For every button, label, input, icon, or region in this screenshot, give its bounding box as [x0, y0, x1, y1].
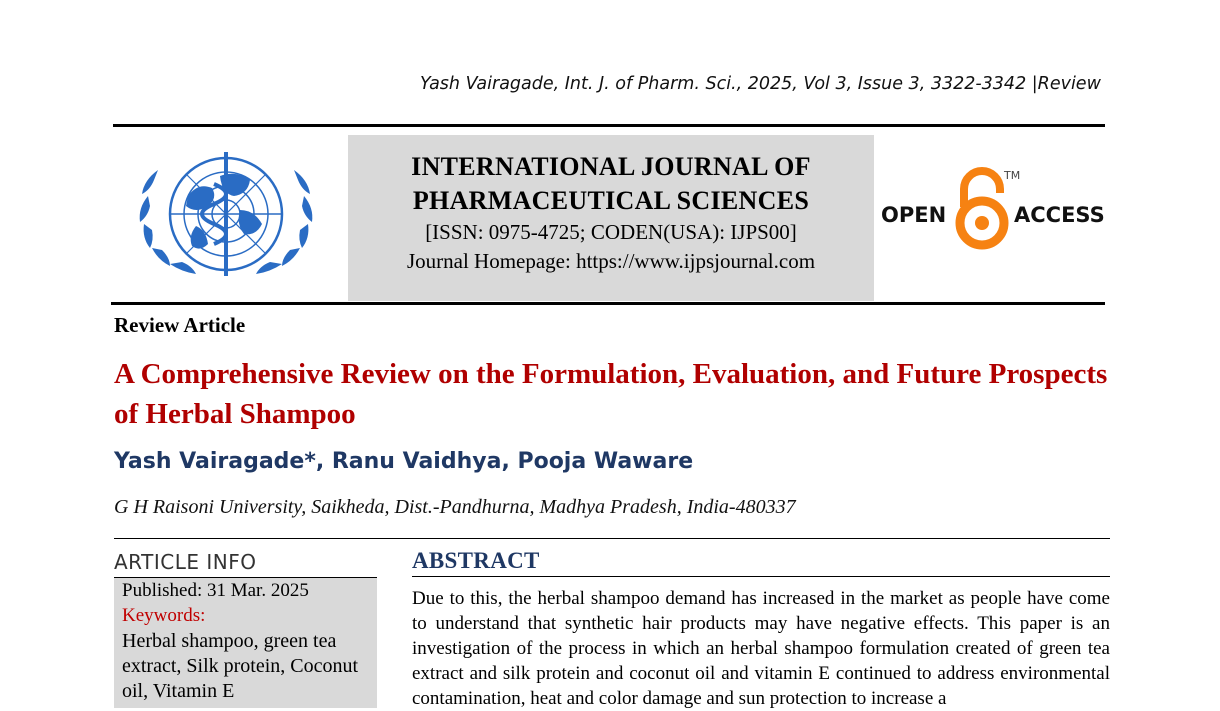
open-access-left-text: OPEN — [881, 203, 947, 227]
abstract-heading: ABSTRACT — [412, 548, 540, 573]
journal-title-line1: INTERNATIONAL JOURNAL OF — [411, 152, 811, 181]
affiliation: G H Raisoni University, Saikheda, Dist.-Pandhurna, Madhya Pradesh, India-480337 — [114, 496, 796, 518]
journal-title-line2: PHARMACEUTICAL SCIENCES — [412, 186, 810, 215]
top-rule — [113, 124, 1105, 127]
open-access-right-text: ACCESS — [1014, 203, 1105, 227]
open-access-logo — [880, 165, 1110, 255]
abstract-rule — [412, 576, 1110, 577]
journal-banner — [348, 135, 874, 301]
author-list: Yash Vairagade*, Ranu Vaidhya, Pooja Waware — [114, 449, 694, 474]
journal-issn: [ISSN: 0975-4725; CODEN(USA): IJPS00] — [425, 220, 797, 244]
trademark-mark: TM — [1004, 169, 1021, 182]
open-access-lock-icon — [954, 165, 1010, 251]
published-date: Published: 31 Mar. 2025 — [122, 580, 309, 601]
header-bottom-rule — [111, 302, 1105, 305]
journal-homepage: Journal Homepage: https://www.ijpsjournal.com — [406, 249, 816, 273]
journal-logo-icon — [128, 140, 324, 282]
article-type: Review Article — [114, 313, 246, 337]
abstract-text: Due to this, the herbal shampoo demand has increased in the market as people have come to understand that synthetic hair products may have negative effects. This paper is an investigation of the process in which an herbal shampoo formulation created of green tea extract and silk protein and coconut oil and vitamin E continued to address environmental contamination, heat and color damage and sun protection to increase a — [412, 588, 1110, 709]
section-divider — [114, 538, 1110, 539]
running-head: Yash Vairagade, Int. J. of Pharm. Sci., 2025, Vol 3, Issue 3, 3322-3342 |Review — [420, 74, 1101, 94]
keywords-text: Herbal shampoo, green tea extract, Silk protein, Coconut oil, Vitamin E — [122, 630, 359, 702]
keywords-label: Keywords: — [122, 605, 206, 626]
article-title: A Comprehensive Review on the Formulation, Evaluation, and Future Prospects of Herbal Shampoo — [114, 358, 1108, 430]
article-info-heading: ARTICLE INFO — [114, 550, 257, 574]
